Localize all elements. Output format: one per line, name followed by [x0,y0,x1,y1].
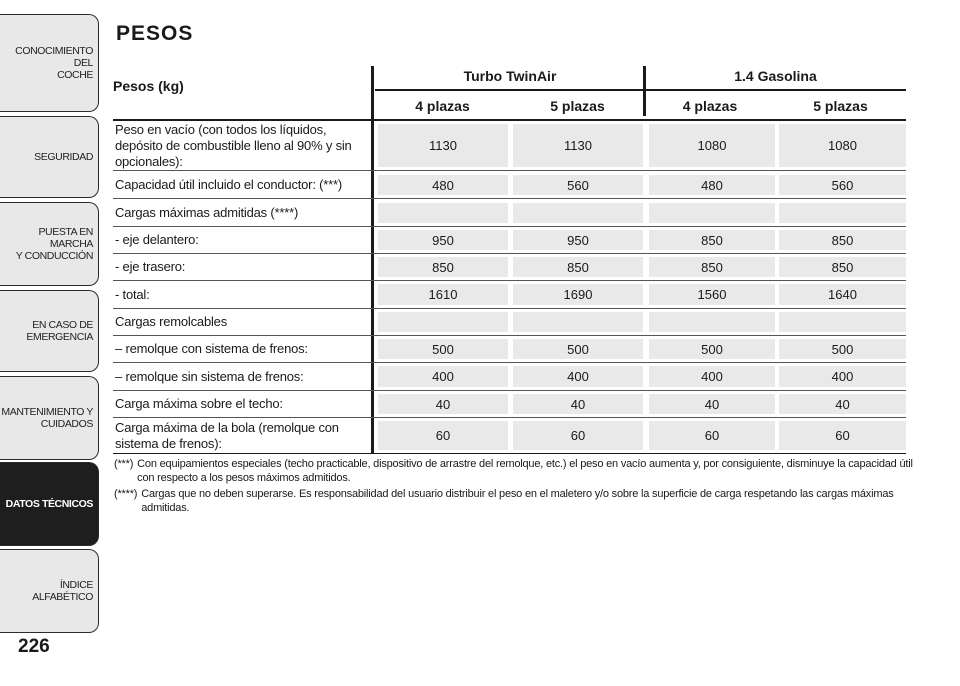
group-underline [375,89,906,91]
row-label: - eje delantero: [115,232,199,247]
value-cell [649,312,775,332]
value-cell: 1640 [779,284,906,305]
value-cell [378,312,508,332]
value-cell: 60 [649,421,775,450]
value-cell: 1130 [513,124,643,167]
value-cell: 560 [779,175,906,195]
page-number: 226 [18,636,50,657]
row-label: Cargas remolcables [115,314,228,329]
footnote-mark: (****) [114,488,138,500]
value-cell: 500 [779,339,906,359]
value-cell: 60 [378,421,508,450]
value-cell: 40 [513,394,643,414]
value-cell: 950 [513,230,643,250]
tab-mantenimiento-y-cuidados[interactable] [0,376,99,460]
tab-conocimiento-del-coche[interactable] [0,14,99,112]
footnotes [114,457,914,517]
row-label: – remolque con sistema de frenos: [115,341,308,356]
value-cell: 500 [649,339,775,359]
table-row [113,418,906,454]
value-cell: 40 [779,394,906,414]
value-cell: 60 [513,421,643,450]
group-header-turbo-twinair: Turbo TwinAir [463,68,557,84]
tab-en-caso-de-emergencia[interactable] [0,290,99,372]
tab-datos-tecnicos[interactable] [0,462,99,546]
value-cell: 1690 [513,284,643,305]
tab-seguridad[interactable] [0,116,99,198]
value-cell [649,203,775,223]
value-cell [779,312,906,332]
tab-label-line1: CONOCIMIENTO DEL [15,45,93,69]
value-cell: 400 [378,366,508,387]
value-cell: 40 [649,394,775,414]
value-cell: 850 [779,257,906,277]
row-label: – remolque sin sistema de frenos: [115,368,304,384]
value-cell: 60 [779,421,906,450]
tab-label-line1: SEGURIDAD [34,151,93,163]
value-cell [779,203,906,223]
value-cell: 400 [513,366,643,387]
tab-puesta-en-marcha[interactable] [0,202,99,286]
subheader-col4: 5 plazas [813,98,868,114]
value-cell: 480 [378,175,508,195]
value-cell: 1080 [779,124,906,167]
row-label: Capacidad útil incluido el conductor: (***) [115,177,342,192]
table-row [113,336,906,363]
page-title: PESOS [116,22,194,45]
value-cell: 500 [513,339,643,359]
value-cell: 480 [649,175,775,195]
subheader-col3: 4 plazas [682,98,738,114]
footnote [114,457,914,485]
value-cell: 850 [649,230,775,250]
value-cell: 560 [513,175,643,195]
tab-label-line2: EMERGENCIA [26,331,93,343]
row-label: - eje trasero: [115,259,186,274]
value-cell: 500 [378,339,508,359]
table-header-label: Pesos (kg) [113,78,184,94]
row-label: - total: [115,286,150,302]
row-label: Carga máxima sobre el techo: [115,396,283,411]
table-row [113,309,906,336]
value-cell: 1080 [649,124,775,167]
tab-indice-alfabetico[interactable] [0,549,99,633]
value-cell: 950 [378,230,508,250]
value-cell: 850 [513,257,643,277]
table-row [113,281,906,309]
sidebar-nav [0,0,100,686]
value-cell [378,203,508,223]
tab-label-line2: CUIDADOS [40,418,93,430]
table-row [113,172,906,199]
table-row [113,200,906,227]
value-cell: 850 [378,257,508,277]
group-header-gasolina: 1.4 Gasolina [734,68,817,84]
tab-label-line1: DATOS TÉCNICOS [5,498,93,510]
value-cell: 850 [779,230,906,250]
value-cell [513,203,643,223]
footnote-mark: (***) [114,458,134,470]
tab-label-line1: MANTENIMIENTO Y [1,406,93,418]
footnote [114,487,914,515]
weights-table [113,64,906,456]
tab-label-line1: PUESTA EN MARCHA [38,226,93,250]
value-cell: 1560 [649,284,775,305]
value-cell: 400 [779,366,906,387]
row-label: Cargas máximas admitidas (****) [115,205,299,220]
table-row [113,254,906,281]
footnote-text: Con equipamientos especiales (techo practicable, dispositivo de arrastre del remolque, etc.) el peso en vacío aumenta y, por consiguiente, disminuye la capacidad útil con respecto a los pesos máximos admitidos. [137,458,913,484]
tab-label-line2: COCHE [57,69,93,81]
column-separator [643,66,646,116]
row-label: Carga máxima de la bola (remolque con sistema de frenos): [115,419,339,451]
value-cell: 40 [378,394,508,414]
value-cell: 1130 [378,124,508,167]
value-cell: 1610 [378,284,508,305]
value-cell: 400 [649,366,775,387]
tab-label-line2: Y CONDUCCIÓN [15,250,93,262]
value-cell [513,312,643,332]
table-row [113,391,906,418]
table-row [113,227,906,254]
value-cell: 850 [649,257,775,277]
subheader-col1: 4 plazas [415,98,470,114]
tab-label-line1: EN CASO DE [32,319,93,331]
footnote-text: Cargas que no deben superarse. Es responsabilidad del usuario distribuir el peso en el maletero y/o sobre la superficie de carga respetando las cargas máximas admitidas. [141,488,894,514]
subheader-col2: 5 plazas [550,98,605,114]
table-row [113,363,906,391]
tab-label-line1: ÍNDICE ALFABÉTICO [32,579,93,603]
row-label: Peso en vacío (con todos los líquidos, depósito de combustible lleno al 90% y sin opcionales): [115,121,352,169]
table-row [113,121,906,171]
